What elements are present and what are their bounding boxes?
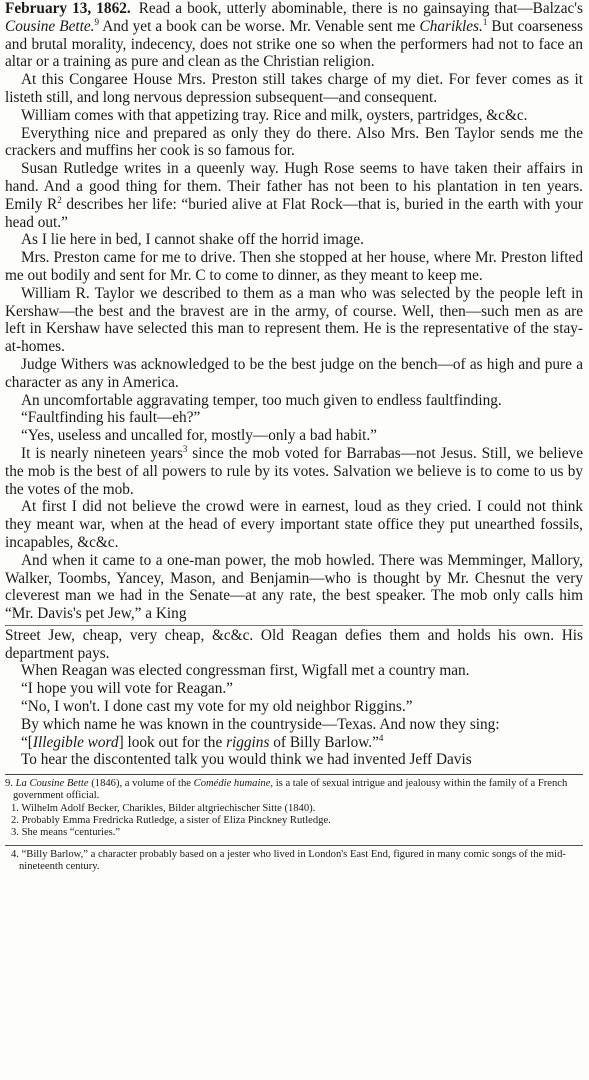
footnote-ref: 2	[57, 194, 62, 205]
footnote-3: 3. She means “centuries.”	[11, 827, 121, 839]
paragraph: Judge Withers was acknowledged to be the best judge on the bench—of as high and pure a character as any in America.	[5, 355, 583, 391]
paragraph: By which name he was known in the countryside—Texas. And now they sing:	[21, 715, 500, 733]
paragraph: William R. Taylor we described to them as a man who was selected by the people left in Kershaw—the best and the bravest are in the army, of course. Well, then—such men as are left in Kershaw have selected this man to represent them. He is the representative of the stay-at-homes.	[5, 284, 583, 356]
paragraph: Susan Rutledge writes in a queenly way. Hugh Rose seems to have taken their affairs in hand. And a good thing for them. Their father has not been to his plantation in ten years. Emily R$^2$ describes her life: “buried alive at Flat Rock—that is, buried in the earth with your head out.”	[5, 160, 583, 231]
entry-paragraph: February 13, 1862. Read a book, utterly abominable, there is no gainsaying that—Balzac's Cousine Bette.$^9$ And yet a book can be worse. Mr. Venable sent me Charikles.$^1$ But coarseness and brutal morality, indecency, does not strike one so when the performers had not to face an altar or a training as pure and clean as the Christian religion.	[5, 0, 583, 71]
footnote-9: 9. La Cousine Bette (1846), a volume of the Comédie humaine, is a tale of sexual intrigue and jealousy within the family of a French government official.	[5, 778, 568, 802]
paragraph: William comes with that appetizing tray. Rice and milk, oysters, partridges, &c&c.	[21, 106, 528, 124]
page-splice	[5, 625, 583, 769]
footnote-2: 2. Probably Emma Fredricka Rutledge, a sister of Eliza Pinckney Rutledge.	[11, 814, 331, 826]
paragraph: At this Congaree House Mrs. Preston still takes charge of my diet. For fever comes as it listeth still, and long nervous depression subsequent—and consequent.	[5, 71, 583, 106]
book-title: Charikles.	[419, 17, 483, 35]
paragraph: As I lie here in bed, I cannot shake off the horrid image.	[21, 231, 364, 249]
paragraph: It is nearly nineteen years$^3$ since the mob voted for Barrabas—not Jesus. Still, we believe the mob is the best of all powers to rule by its votes. Salvation we believe is to come to us by the votes of the mob.	[5, 443, 583, 498]
footnote-1: 1. Wilhelm Adolf Becker, Charikles, Bilder altgriechischer Sitte (1840).	[11, 802, 316, 814]
footnote-ref: 9	[94, 16, 99, 27]
paragraph: And when it came to a one-man power, the mob howled. There was Memminger, Mallory, Walker, Toombs, Yancey, Mason, and Benjamin—who is thought by Mr. Chesnut the very cleverest man we had in the Senate—at any rate, the best speaker. The mob only calls him “Mr. Davis's pet Jew,” a King	[5, 551, 583, 623]
book-page	[5, 0, 583, 874]
paragraph: “I hope you will vote for Reagan.”	[21, 680, 233, 698]
paragraph: An uncomfortable aggravating temper, too much given to endless faultfinding.	[21, 391, 502, 409]
paragraph: Everything nice and prepared as only they do there. Also Mrs. Ben Taylor sends me the crackers and muffins her cook is so famous for.	[5, 124, 583, 160]
footnote-ref: 3	[182, 443, 188, 454]
paragraph: “[Illegible word] look out for the riggins of Billy Barlow.”$^4$	[21, 732, 384, 751]
paragraph: When Reagan was elected congressman first, Wigfall met a country man.	[21, 662, 470, 680]
paragraph: To hear the discontented talk you would think we had invented Jeff Davis	[21, 751, 472, 769]
paragraph: Street Jew, cheap, very cheap, &c&c. Old Reagan defies them and holds his own. His department pays.	[5, 626, 583, 662]
paragraph: “Faultfinding his fault—eh?”	[21, 409, 201, 427]
paragraph: “No, I won't. I done cast my vote for my old neighbor Riggins.”	[21, 698, 413, 716]
footnote-4: 4. “Billy Barlow,” a character probably based on a jester who lived in London's East End, figured in many comic songs of the mid-nineteenth century.	[5, 845, 583, 873]
book-title: Cousine Bette.	[5, 17, 95, 35]
paragraph: Mrs. Preston came for me to drive. Then she stopped at her house, where Mr. Preston lifted me out bodily and sent for Mr. C to come to dinner, as they meant to keep me.	[5, 249, 583, 284]
footnote-ref: 4	[378, 732, 384, 743]
footnote-ref: 1	[482, 16, 488, 27]
paragraph: “Yes, useless and uncalled for, mostly—only a bad habit.”	[21, 427, 377, 445]
footnotes	[5, 774, 583, 873]
main-text	[5, 0, 583, 769]
paragraph: At first I did not believe the crowd were in earnest, loud as they cried. I could not think they meant war, when at the head of every important state office they put unearthed fossils, incapables, &c&c.	[5, 498, 583, 551]
entry-date: February 13, 1862.	[5, 0, 131, 17]
